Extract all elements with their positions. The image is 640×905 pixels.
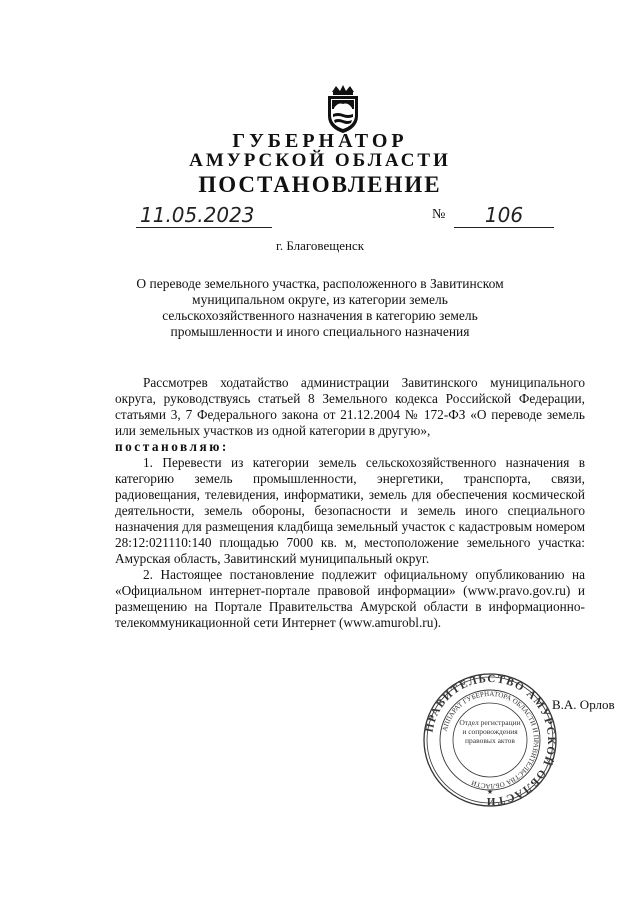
document-title: О переводе земельного участка, расположенного в Завитинском муниципальном округе, из категории земель сельскохозяйственного назначения в категорию земель промышленности и иного специального назначения: [136, 276, 504, 339]
document-body: [115, 375, 585, 631]
item-2-paragraph: 2. Настоящее постановление подлежит официальному опубликованию на «Официальном интернет-портале правовой информации» (www.pravo.gov.ru) и размещению на Портале Правительства Амурской области в информационно-телекоммуникационной сети Интернет (www.amurobl.ru).: [115, 567, 585, 630]
city: г. Благовещенск: [275, 238, 365, 253]
stamp-inner-text: АППАРАТ ГУБЕРНАТОРА ОБЛАСТИ И ПРАВИТЕЛЬСТВА ОБЛАСТИ: [440, 689, 541, 791]
number-label: №: [432, 207, 446, 222]
preamble-paragraph: Рассмотрев ходатайство администрации Завитинского муниципального округа, руководствуясь статьей 8 Земельного кодекса Российской Федерации, статьями 3, 7 Федерального закона от 21.12.2004 № 172-ФЗ «О переводе земель или земельных участков из одной категории в другую»,: [115, 375, 585, 438]
document-number: 106: [454, 203, 554, 228]
document-date: 11.05.2023: [136, 203, 272, 228]
header-title: ГУБЕРНАТОР: [232, 130, 408, 152]
stamp-center-text: Отдел регистрации и сопровождения правовых актов: [459, 718, 521, 745]
coat-of-arms-icon: [322, 84, 364, 134]
resolve-line: постановляю:: [115, 439, 229, 454]
item-1-paragraph: 1. Перевести из категории земель сельскохозяйственного назначения в категорию земель промышленности, энергетики, транспорта, связи, радиовещания, телевидения, информатики, земель для обеспечения космической деятельности, земель обороны, безопасности и земель иного специального назначения для размещения кладбища земельный участок с кадастровым номером 28:12:021110:140 площадью 7000 кв. м, местоположение земельного участка: Амурская область, Завитинский муниципальный округ.: [115, 455, 585, 566]
header-region: АМУРСКОЙ ОБЛАСТИ: [189, 150, 451, 171]
official-stamp-icon: [420, 670, 560, 810]
signature-name: В.А. Орлов: [552, 697, 615, 712]
document-type: ПОСТАНОВЛЕНИЕ: [198, 172, 442, 197]
stamp-outer-text: ПРАВИТЕЛЬСТВО АМУРСКОЙ ОБЛАСТИ: [423, 672, 558, 808]
svg-text:★: ★: [486, 788, 494, 796]
